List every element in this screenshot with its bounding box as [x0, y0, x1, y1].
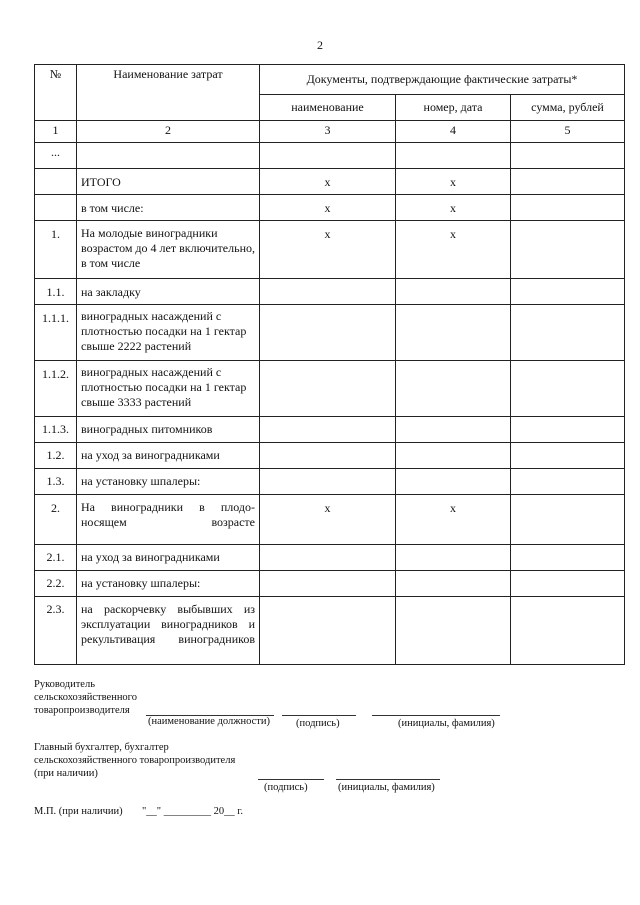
- row-doc-sum: [511, 221, 625, 279]
- table-row: [35, 169, 625, 195]
- head-position-caption: (наименование должности): [148, 716, 271, 727]
- row-doc-sum: [511, 443, 625, 469]
- table-row: [35, 361, 625, 417]
- header-name: Наименование затрат: [77, 65, 260, 121]
- col-number: 5: [511, 121, 625, 143]
- row-name: на установку шпалеры:: [77, 571, 260, 597]
- table-row: [35, 195, 625, 221]
- row-num: [35, 169, 77, 195]
- row-doc-sum: [511, 305, 625, 361]
- col-number: 1: [35, 121, 77, 143]
- row-name: на установку шпалеры:: [77, 469, 260, 495]
- table-row: [35, 495, 625, 545]
- row-name: на уход за виноградниками: [77, 443, 260, 469]
- row-num: 1.1.: [35, 279, 77, 305]
- row-name: ИТОГО: [77, 169, 260, 195]
- row-doc-name: [260, 597, 396, 665]
- row-name: в том числе:: [77, 195, 260, 221]
- row-doc-number-date: [396, 417, 511, 443]
- date-field: "__" _________ 20__ г.: [142, 806, 243, 817]
- row-doc-number-date: [396, 279, 511, 305]
- header-doc-number-date: номер, дата: [396, 95, 511, 121]
- table-row: [35, 545, 625, 571]
- row-doc-sum: [511, 361, 625, 417]
- row-doc-name: x: [260, 195, 396, 221]
- row-doc-sum: [511, 169, 625, 195]
- accountant-initials-caption: (инициалы, фамилия): [338, 782, 435, 793]
- row-num: 1.1.1.: [35, 305, 77, 361]
- expenses-table: [34, 64, 625, 665]
- row-name: На виноградники в плодо-носящем возрасте: [77, 495, 260, 545]
- row-doc-sum: [511, 143, 625, 169]
- row-doc-name: [260, 443, 396, 469]
- row-doc-name: [260, 571, 396, 597]
- row-doc-name: [260, 305, 396, 361]
- col-number: 2: [77, 121, 260, 143]
- table-row: [35, 305, 625, 361]
- row-doc-name: [260, 279, 396, 305]
- accountant-signature-caption: (подпись): [264, 782, 308, 793]
- row-doc-number-date: [396, 143, 511, 169]
- table-row: [35, 443, 625, 469]
- head-signature-caption: (подпись): [296, 718, 340, 729]
- table-row: [35, 469, 625, 495]
- row-doc-name: [260, 143, 396, 169]
- table-row: [35, 597, 625, 665]
- row-doc-number-date: [396, 443, 511, 469]
- row-name: На молодые виноградники возрастом до 4 лет включительно, в том числе: [77, 221, 260, 279]
- row-doc-sum: [511, 279, 625, 305]
- row-num: 1.2.: [35, 443, 77, 469]
- row-doc-number-date: [396, 361, 511, 417]
- row-name: виноградных насаждений с плотностью посадки на 1 гектар свыше 3333 растений: [77, 361, 260, 417]
- header-doc-name: наименование: [260, 95, 396, 121]
- head-initials-caption: (инициалы, фамилия): [398, 718, 495, 729]
- row-doc-sum: [511, 545, 625, 571]
- head-signature-label: Руководитель сельскохозяйственного товаропроизводителя: [34, 679, 137, 716]
- row-doc-sum: [511, 597, 625, 665]
- table-row: [35, 143, 625, 169]
- row-doc-number-date: [396, 469, 511, 495]
- row-doc-name: [260, 545, 396, 571]
- header-num: №: [35, 65, 77, 121]
- row-doc-number-date: x: [396, 195, 511, 221]
- row-num: 1.1.2.: [35, 361, 77, 417]
- row-num: 2.3.: [35, 597, 77, 665]
- row-num: 1.3.: [35, 469, 77, 495]
- row-name: на уход за виноградниками: [77, 545, 260, 571]
- table-row: [35, 571, 625, 597]
- row-doc-name: [260, 361, 396, 417]
- col-number: 4: [396, 121, 511, 143]
- row-doc-number-date: [396, 545, 511, 571]
- page-number: 2: [317, 38, 323, 52]
- row-doc-sum: [511, 495, 625, 545]
- row-num: 1.1.3.: [35, 417, 77, 443]
- row-name: виноградных питомников: [77, 417, 260, 443]
- row-doc-sum: [511, 417, 625, 443]
- signature-line: [282, 715, 356, 716]
- table-row: [35, 221, 625, 279]
- row-doc-number-date: x: [396, 169, 511, 195]
- header-doc-sum: сумма, рублей: [511, 95, 625, 121]
- row-num: [35, 195, 77, 221]
- initials-line: [372, 715, 500, 716]
- row-doc-sum: [511, 195, 625, 221]
- table-row: [35, 279, 625, 305]
- table-row: [35, 417, 625, 443]
- row-doc-number-date: x: [396, 221, 511, 279]
- col-number: 3: [260, 121, 396, 143]
- row-name: на раскорчевку выбывших из эксплуатации виноградников и рекультивация виноградников: [77, 597, 260, 665]
- row-doc-name: [260, 469, 396, 495]
- row-doc-number-date: [396, 305, 511, 361]
- accountant-signature-line: [258, 779, 324, 780]
- row-num: 2.: [35, 495, 77, 545]
- row-doc-number-date: [396, 571, 511, 597]
- row-num: 1.: [35, 221, 77, 279]
- row-doc-sum: [511, 469, 625, 495]
- row-num: ...: [35, 143, 77, 169]
- row-doc-name: x: [260, 169, 396, 195]
- row-name: на закладку: [77, 279, 260, 305]
- accountant-signature-label: Главный бухгалтер, бухгалтер сельскохозяйственного товаропроизводителя (при наличии): [34, 742, 236, 779]
- row-name: [77, 143, 260, 169]
- header-docs: Документы, подтверждающие фактические затраты*: [260, 65, 625, 95]
- row-num: 2.1.: [35, 545, 77, 571]
- row-doc-name: x: [260, 495, 396, 545]
- row-name: виноградных насаждений с плотностью посадки на 1 гектар свыше 2222 растений: [77, 305, 260, 361]
- row-doc-sum: [511, 571, 625, 597]
- accountant-initials-line: [336, 779, 440, 780]
- row-doc-name: [260, 417, 396, 443]
- row-doc-number-date: x: [396, 495, 511, 545]
- row-num: 2.2.: [35, 571, 77, 597]
- stamp-label: М.П. (при наличии): [34, 806, 123, 817]
- row-doc-number-date: [396, 597, 511, 665]
- row-doc-name: x: [260, 221, 396, 279]
